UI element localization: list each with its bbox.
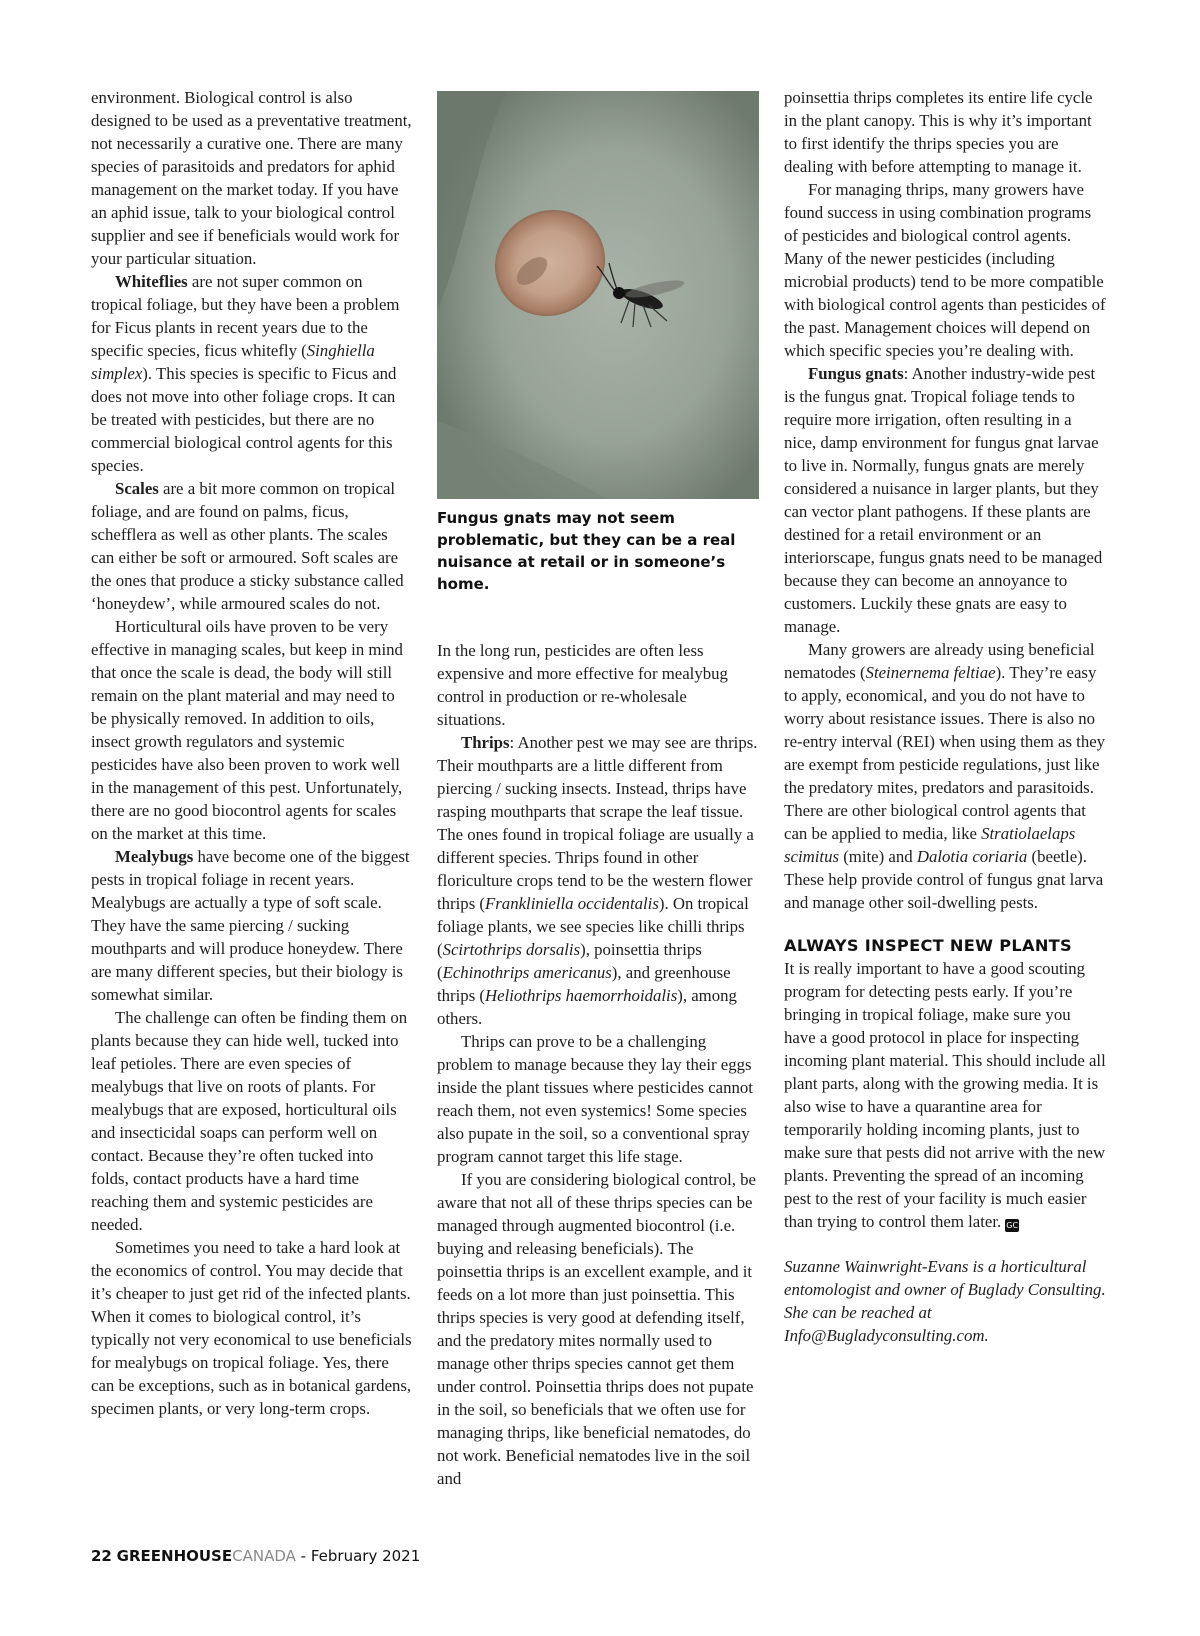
- species-name: Heliothrips haemorrhoidalis: [485, 986, 678, 1005]
- term-scales: Scales: [115, 479, 159, 498]
- text-span: ). This species is specific to Ficus and does not move into other foliage crops. It can be treated with pesticides, but there are no commercial biological control agents for this species.: [91, 364, 397, 475]
- paragraph-economics: Sometimes you need to take a hard look at the economics of control. You may decide that it’s cheaper to just get rid of the infected plants. When it comes to biological control, it’s typically not very economical to use beneficials for mealybugs on tropical foliage. Yes, there can be exceptions, such as in botanical gardens, specimen plants, or very long-term crops.: [91, 1238, 412, 1418]
- species-name: Dalotia coriaria: [916, 847, 1028, 866]
- paragraph-thrips-challenging: Thrips can prove to be a challenging problem to manage because they lay their eggs inside the plant tissues where pesticides cannot reach them, not even systemics! Some species also pupate in the soil, so a conventional spray program cannot target this life stage.: [437, 1032, 753, 1166]
- column-1: [91, 86, 413, 1420]
- species-name: Steinernema feltiae: [865, 663, 996, 682]
- text-span: (beetle). These help provide control of fungus gnat larva and manage other soil-dwelling pests.: [784, 847, 1104, 912]
- column-2: [437, 91, 759, 1490]
- term-fungus-gnats: Fungus gnats: [808, 364, 904, 383]
- paragraph-managing-thrips: For managing thrips, many growers have found success in using combination programs of pesticides and biological control agents. Many of the newer pesticides (including microbial products) tend to be more compatible with biological control agents than pesticides of the past. Management choices will depend on which specific species you’re dealing with.: [784, 180, 1106, 360]
- end-mark-icon: GC: [1006, 1221, 1019, 1230]
- text-span: are not super common on tropical foliage, but they have been a problem for Ficus plants in recent years due to the specific species, ficus whitefly (: [91, 272, 400, 360]
- text-span: ), and greenhouse thrips (: [437, 963, 731, 1005]
- paragraph-aphid-intro: environment. Biological control is also designed to be used as a preventative treatment, not necessarily a curative one. There are many species of parasitoids and predators for aphid management on the market today. If you have an aphid issue, talk to your biological control supplier and see if beneficials would work for your particular situation.: [91, 88, 412, 268]
- text-span: (mite) and: [839, 847, 917, 866]
- species-name: Singhiella simplex: [91, 341, 375, 383]
- paragraph-oils: Horticultural oils have proven to be very effective in managing scales, but keep in mind that once the scale is dead, the body will still remain on the plant material and may need to be physically removed. In addition to oils, insect growth regulators and systemic pesticides have also been proven to work well in the management of this pest. Unfortunately, there are no good biocontrol agents for scales on the market at this time.: [91, 617, 403, 843]
- text-span: have become one of the biggest pests in tropical foliage in recent years. Mealybugs are actually a type of soft scale. They have the same piercing / sucking mouthparts and will produce honeydew. There are many different species, but their biology is somewhat similar.: [91, 847, 410, 1004]
- paragraph-nematodes: [784, 638, 1106, 914]
- section-heading: ALWAYS INSPECT NEW PLANTS: [784, 936, 1072, 955]
- text-span: ). On tropical foliage plants, we see species like chilli thrips (: [437, 894, 749, 959]
- fungus-gnat-photo: [437, 91, 759, 499]
- paragraph-scales: [91, 477, 413, 615]
- term-thrips: Thrips: [461, 733, 510, 752]
- text-span: : Another industry-wide pest is the fungus gnat. Tropical foliage tends to require more irrigation, often resulting in a nice, damp environment for fungus gnat larvae to live in. Normally, fungus gnats are merely considered a nuisance in larger plants, but they can vector plant pathogens. If these plants are destined for a retail environment or an interiorscape, fungus gnats need to be managed because they can become an annoyance to customers. Luckily these gnats are easy to manage.: [784, 364, 1103, 636]
- magazine-name-suffix: CANADA: [232, 1547, 296, 1565]
- paragraph-biological-control: If you are considering biological control, be aware that not all of these thrips species can be managed through augmented biocontrol (i.e. buying and releasing beneficials). The poinsettia thrips is an excellent example, and it feeds on a lot more than just poinsettia. This thrips species is very good at defending itself, and the predatory mites normally used to manage other thrips species cannot get them under control. Poinsettia thrips does not pupate in the soil, so beneficials that we often use for managing thrips, like beneficial nematodes, do not work. Beneficial nematodes live in the soil and: [437, 1170, 756, 1488]
- magazine-name: GREENHOUSE: [116, 1547, 233, 1565]
- paragraph-challenge: The challenge can often be finding them on plants because they can hide well, tucked into leaf petioles. There are even species of mealybugs that live on roots of plants. For mealybugs that are exposed, horticultural oils and insecticidal soaps can perform well on contact. Because they’re often tucked into folds, contact products have a hard time reaching them and systemic pesticides are needed.: [91, 1008, 408, 1234]
- photo-caption: Fungus gnats may not seem problematic, but they can be a real nuisance at retail or in someone’s home.: [437, 509, 736, 593]
- text-span: : Another pest we may see are thrips. Their mouthparts are a little different from piercing / sucking insects. Instead, thrips have rasping mouthparts that scrape the leaf tissue. The ones found in tropical foliage are usually a different species. Thrips found in other floriculture crops tend to be the western flower thrips (: [437, 733, 758, 913]
- column-2-body: [437, 639, 759, 1490]
- text-span: It is really important to have a good scouting program for detecting pests early. If you’re bringing in tropical foliage, make sure you have a good protocol in place for inspecting incoming plant material. This should include all plant parts, along with the growing media. It is also wise to have a quarantine area for temporarily holding incoming plants, just to make sure that pests did not arrive with the new plants. Preventing the spread of an incoming pest to the rest of your facility is much easier than trying to control them later.: [784, 959, 1106, 1231]
- species-name: Scirtothrips dorsalis: [442, 940, 581, 959]
- paragraph-inspect: [784, 957, 1106, 1233]
- leaf-background: [437, 91, 759, 499]
- author-bio: Suzanne Wainwright-Evans is a horticultural entomologist and owner of Buglady Consulting. She can be reached at Info@Bugladyconsulting.com.: [784, 1257, 1106, 1345]
- page-footer: [91, 1547, 420, 1565]
- paragraph-whiteflies: [91, 270, 413, 477]
- column-3: [784, 86, 1106, 1347]
- text-span: ), among others.: [437, 986, 737, 1028]
- issue-date: February 2021: [310, 1547, 421, 1565]
- paragraph-mealybugs: [91, 845, 413, 1006]
- text-span: are a bit more common on tropical foliage, and are found on palms, ficus, schefflera as well as other plants. The scales can either be soft or armoured. Soft scales are the ones that produce a sticky substance called ‘honeydew’, while armoured scales do not.: [91, 479, 404, 613]
- species-name: Frankliniella occidentalis: [485, 894, 659, 913]
- photo-illustration: [437, 91, 759, 499]
- paragraph-thrips: [437, 731, 759, 1030]
- paragraph-pesticides-cost: In the long run, pesticides are often less expensive and more effective for mealybug control in production or re-wholesale situations.: [437, 641, 728, 729]
- species-name: Stratiolaelaps scimitus: [784, 824, 1076, 866]
- text-span: Many growers are already using beneficial nematodes (: [784, 640, 1095, 682]
- footer-separator: -: [300, 1547, 307, 1565]
- term-whiteflies: Whiteflies: [115, 272, 188, 291]
- page-number: 22: [91, 1547, 112, 1565]
- term-mealybugs: Mealybugs: [115, 847, 194, 866]
- paragraph-poinsettia-thrips: poinsettia thrips completes its entire life cycle in the plant canopy. This is why it’s important to first identify the thrips species you are dealing with before attempting to manage it.: [784, 88, 1093, 176]
- species-name: Echinothrips americanus: [442, 963, 612, 982]
- paragraph-fungus-gnats: [784, 362, 1106, 638]
- text-span: ). They’re easy to apply, economical, and you do not have to worry about resistance issues. There is also no re-entry interval (REI) when using them as they are exempt from pesticide regulations, just like the predatory mites, predators and parasitoids. There are other biological control agents that can be applied to media, like: [784, 663, 1106, 843]
- text-span: ), poinsettia thrips (: [437, 940, 702, 982]
